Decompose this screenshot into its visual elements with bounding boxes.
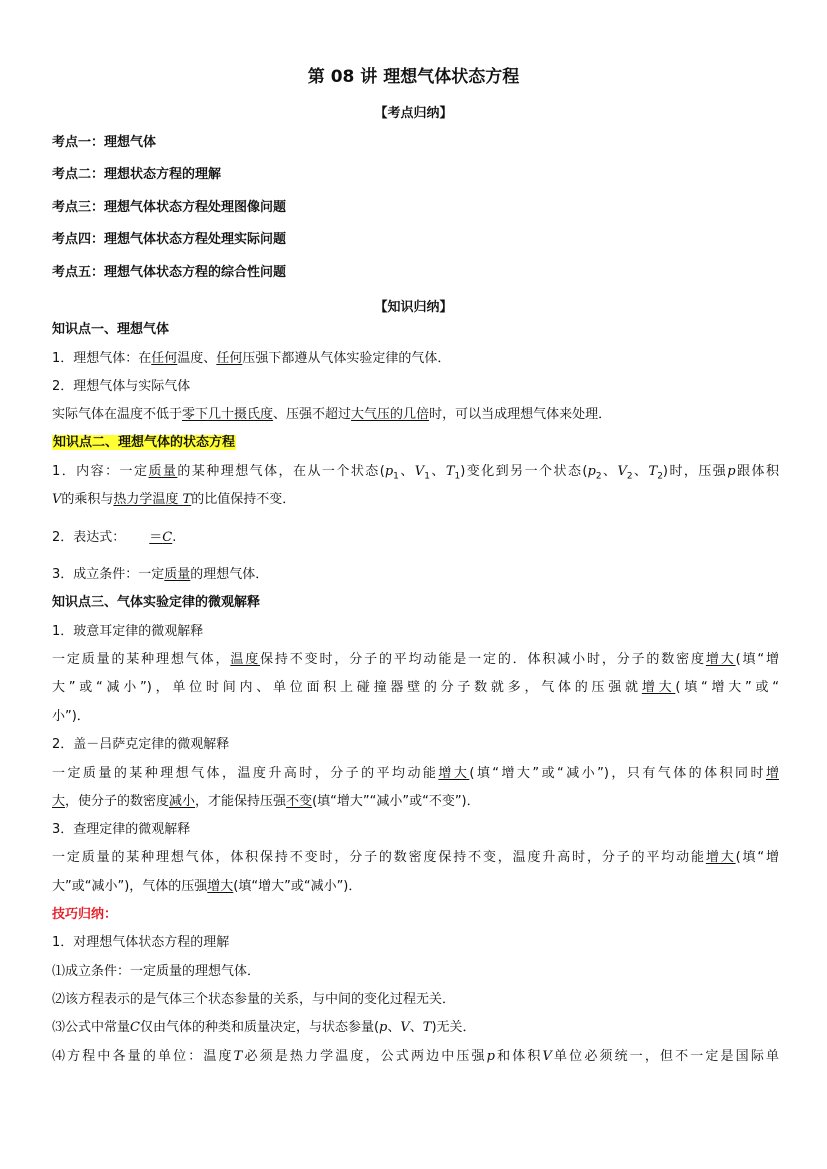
paragraph-line: 大，使分子的数密度减小，才能保持压强不变(填“增大”“减小”或“不变”)． xyxy=(52,794,480,809)
section-heading-highlighted: 知识点二、理想气体的状态方程 xyxy=(53,435,236,450)
paragraph-line: 1．玻意耳定律的微观解释 xyxy=(52,624,204,639)
paragraph-line: 1．内容：一定质量的某种理想气体，在从一个状态($p_1$、$V_1$、$T_1$)变化到另一个状态($p_2$、$V_2$、$T_2$)时，压强p跟体积 xyxy=(52,464,779,482)
kaodian-item: 考点四：理想气体状态方程处理实际问题 xyxy=(52,232,287,247)
paragraph-line: ⑵该方程表示的是气体三个状态参量的关系，与中间的变化过程无关． xyxy=(52,992,456,1007)
formula-line: 2．表达式： ＝C. xyxy=(52,530,177,545)
kaodian-header: 【考点归纳】 xyxy=(374,106,453,121)
kaodian-item: 考点五：理想气体状态方程的综合性问题 xyxy=(52,265,287,280)
kaodian-item: 考点二：理想状态方程的理解 xyxy=(52,167,222,182)
paragraph-line: ⑴成立条件：一定质量的理想气体． xyxy=(52,964,261,979)
kaodian-item: 考点一：理想气体 xyxy=(52,135,157,150)
zhishi-header: 【知识归纳】 xyxy=(374,300,453,315)
paragraph-line: V的乘积与热力学温度 T的比值保持不变． xyxy=(52,492,296,507)
paragraph-line: 3．成立条件：一定质量的理想气体． xyxy=(52,567,269,582)
paragraph-line: 1．对理想气体状态方程的理解 xyxy=(52,935,230,950)
page-title: 第 08 讲 理想气体状态方程 xyxy=(307,67,520,87)
paragraph-line: 3．查理定律的微观解释 xyxy=(52,822,191,837)
paragraph-line: 一定质量的某种理想气体，体积保持不变时，分子的数密度保持不变，温度升高时，分子的平均动能增大(填“增 xyxy=(52,850,779,865)
paragraph-line: ⑶公式中常量C仅由气体的种类和质量决定，与状态参量(p、V、T)无关． xyxy=(52,1020,476,1035)
section-heading: 知识点三、气体实验定律的微观解释 xyxy=(52,595,261,610)
paragraph-line: 大”或“减小”)，单位时间内、单位面积上碰撞器壁的分子数就多，气体的压强就增大(填“增大”或“ xyxy=(52,680,779,695)
paragraph-line: 小”)． xyxy=(52,709,90,724)
kaodian-item: 考点三：理想气体状态方程处理图像问题 xyxy=(52,200,287,215)
paragraph-line: 一定质量的某种理想气体，温度升高时，分子的平均动能增大(填“增大”或“减小”)，只有气体的体积同时增 xyxy=(52,766,779,781)
section-heading: 知识点一、理想气体 xyxy=(52,322,170,337)
paragraph-line: ⑷方程中各量的单位：温度T必须是热力学温度，公式两边中压强p和体积V单位必须统一，但不一定是国际单 xyxy=(52,1049,779,1064)
paragraph-line: 2．理想气体与实际气体 xyxy=(52,379,191,394)
paragraph-line: 实际气体在温度不低于零下几十摄氏度、压强不超过大气压的几倍时，可以当成理想气体来处理． xyxy=(52,407,612,422)
tips-heading: 技巧归纳： xyxy=(52,907,118,922)
paragraph-line: 1．理想气体：在任何温度、任何压强下都遵从气体实验定律的气体． xyxy=(52,351,451,366)
paragraph-line: 大”或“减小”)，气体的压强增大(填“增大”或“减小”)． xyxy=(52,879,362,894)
paragraph-line: 一定质量的某种理想气体，温度保持不变时，分子的平均动能是一定的．体积减小时，分子的数密度增大(填“增 xyxy=(52,652,779,667)
paragraph-line: 2．盖－吕萨克定律的微观解释 xyxy=(52,737,230,752)
